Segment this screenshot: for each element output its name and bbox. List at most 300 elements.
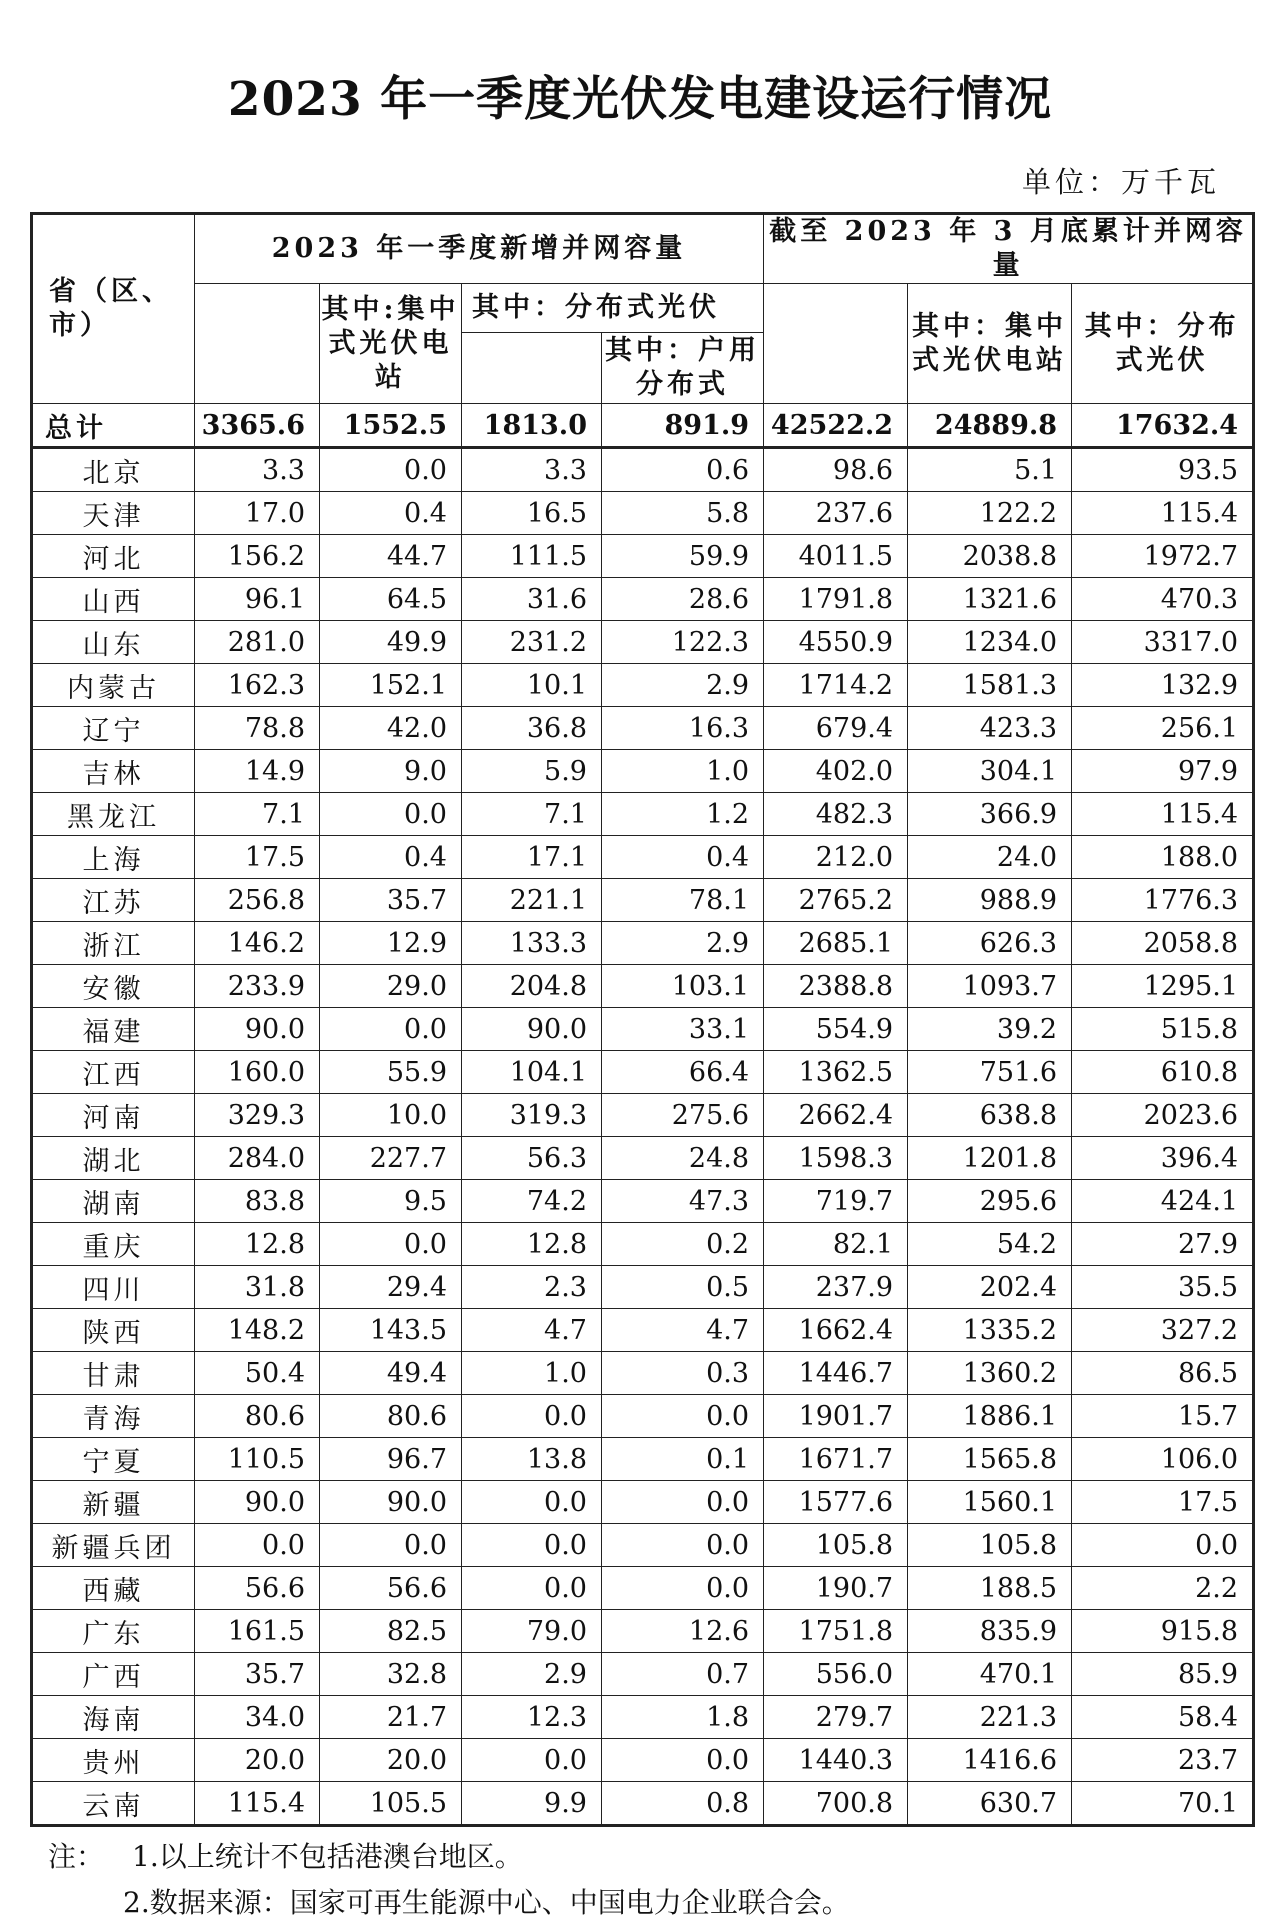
table-cell: 5.1 — [908, 448, 1072, 492]
table-cell: 0.0 — [195, 1524, 320, 1567]
region-name: 上海 — [32, 836, 195, 879]
table-cell: 212.0 — [764, 836, 908, 879]
table-cell: 31.8 — [195, 1266, 320, 1309]
header-new-total — [195, 284, 320, 404]
table-cell: 204.8 — [462, 965, 602, 1008]
table-cell: 105.8 — [908, 1524, 1072, 1567]
table-cell: 79.0 — [462, 1610, 602, 1653]
table-row — [32, 535, 1254, 578]
table-cell: 59.9 — [602, 535, 764, 578]
table-cell: 3.3 — [195, 448, 320, 492]
notes-label: 注： — [48, 1840, 105, 1873]
table-cell: 2038.8 — [908, 535, 1072, 578]
region-name: 云南 — [32, 1782, 195, 1826]
table-cell: 0.0 — [320, 1008, 462, 1051]
table-row — [32, 922, 1254, 965]
region-name: 山西 — [32, 578, 195, 621]
table-cell: 319.3 — [462, 1094, 602, 1137]
table-cell: 82.5 — [320, 1610, 462, 1653]
table-cell: 2662.4 — [764, 1094, 908, 1137]
table-cell: 256.8 — [195, 879, 320, 922]
table-cell: 49.4 — [320, 1352, 462, 1395]
table-row — [32, 1137, 1254, 1180]
note-1: 1.以上统计不包括港澳台地区。 — [132, 1840, 523, 1873]
total-cell: 1552.5 — [320, 404, 462, 448]
region-name: 江西 — [32, 1051, 195, 1094]
table-cell: 2.9 — [602, 922, 764, 965]
table-cell: 24.8 — [602, 1137, 764, 1180]
table-cell: 1565.8 — [908, 1438, 1072, 1481]
table-cell: 279.7 — [764, 1696, 908, 1739]
table-cell: 0.8 — [602, 1782, 764, 1826]
table-cell: 233.9 — [195, 965, 320, 1008]
table-cell: 27.9 — [1072, 1223, 1254, 1266]
table-cell: 1.0 — [462, 1352, 602, 1395]
table-row — [32, 1008, 1254, 1051]
table-cell: 132.9 — [1072, 664, 1254, 707]
table-cell: 133.3 — [462, 922, 602, 965]
table-cell: 751.6 — [908, 1051, 1072, 1094]
table-cell: 17.5 — [1072, 1481, 1254, 1524]
region-name: 广东 — [32, 1610, 195, 1653]
table-cell: 835.9 — [908, 1610, 1072, 1653]
table-cell: 24.0 — [908, 836, 1072, 879]
table-row — [32, 1352, 1254, 1395]
table-cell: 0.0 — [462, 1481, 602, 1524]
table-cell: 29.0 — [320, 965, 462, 1008]
table-cell: 0.0 — [320, 793, 462, 836]
table-cell: 9.9 — [462, 1782, 602, 1826]
table-cell: 396.4 — [1072, 1137, 1254, 1180]
region-name: 四川 — [32, 1266, 195, 1309]
table-row — [32, 1223, 1254, 1266]
table-row — [32, 448, 1254, 492]
table-cell: 2.9 — [462, 1653, 602, 1696]
table-cell: 0.0 — [320, 1524, 462, 1567]
page-title: 2023 年一季度光伏发电建设运行情况 — [227, 72, 1053, 127]
total-cell: 24889.8 — [908, 404, 1072, 448]
table-cell: 10.0 — [320, 1094, 462, 1137]
region-name: 河南 — [32, 1094, 195, 1137]
table-cell: 39.2 — [908, 1008, 1072, 1051]
table-cell: 638.8 — [908, 1094, 1072, 1137]
table-cell: 284.0 — [195, 1137, 320, 1180]
table-cell: 719.7 — [764, 1180, 908, 1223]
region-name: 湖南 — [32, 1180, 195, 1223]
table-cell: 188.5 — [908, 1567, 1072, 1610]
table-cell: 1093.7 — [908, 965, 1072, 1008]
table-row — [32, 1094, 1254, 1137]
region-name: 福建 — [32, 1008, 195, 1051]
table-cell: 2765.2 — [764, 879, 908, 922]
table-cell: 1440.3 — [764, 1739, 908, 1782]
header-region: 省（区、市） — [32, 214, 195, 404]
table-cell: 1791.8 — [764, 578, 908, 621]
table-cell: 111.5 — [462, 535, 602, 578]
table-cell: 2388.8 — [764, 965, 908, 1008]
table-cell: 281.0 — [195, 621, 320, 664]
table-cell: 1776.3 — [1072, 879, 1254, 922]
table-cell: 0.0 — [602, 1739, 764, 1782]
table-cell: 23.7 — [1072, 1739, 1254, 1782]
table-cell: 56.6 — [195, 1567, 320, 1610]
table-row — [32, 578, 1254, 621]
header-cum-total — [764, 284, 908, 404]
table-cell: 0.0 — [602, 1395, 764, 1438]
table-row — [32, 1180, 1254, 1223]
table-cell: 17.1 — [462, 836, 602, 879]
table-cell: 1972.7 — [1072, 535, 1254, 578]
table-cell: 679.4 — [764, 707, 908, 750]
table-cell: 1671.7 — [764, 1438, 908, 1481]
table-cell: 13.8 — [462, 1438, 602, 1481]
table-cell: 188.0 — [1072, 836, 1254, 879]
region-name: 重庆 — [32, 1223, 195, 1266]
table-cell: 0.2 — [602, 1223, 764, 1266]
table-cell: 5.9 — [462, 750, 602, 793]
table-cell: 122.3 — [602, 621, 764, 664]
table-cell: 237.6 — [764, 492, 908, 535]
table-cell: 190.7 — [764, 1567, 908, 1610]
header-new-centralized: 其中:集中式光伏电站 — [320, 284, 462, 404]
table-cell: 2.3 — [462, 1266, 602, 1309]
table-cell: 915.8 — [1072, 1610, 1254, 1653]
region-name: 辽宁 — [32, 707, 195, 750]
table-cell: 482.3 — [764, 793, 908, 836]
region-name: 甘肃 — [32, 1352, 195, 1395]
table-cell: 0.6 — [602, 448, 764, 492]
table-cell: 366.9 — [908, 793, 1072, 836]
table-cell: 0.0 — [462, 1567, 602, 1610]
table-cell: 1.2 — [602, 793, 764, 836]
table-cell: 1446.7 — [764, 1352, 908, 1395]
table-cell: 1360.2 — [908, 1352, 1072, 1395]
unit-label: 单位：万千瓦 — [1021, 165, 1220, 199]
table-cell: 7.1 — [462, 793, 602, 836]
region-name: 新疆 — [32, 1481, 195, 1524]
table-cell: 55.9 — [320, 1051, 462, 1094]
table-cell: 80.6 — [320, 1395, 462, 1438]
table-cell: 143.5 — [320, 1309, 462, 1352]
table-cell: 0.4 — [320, 836, 462, 879]
region-name: 海南 — [32, 1696, 195, 1739]
table-cell: 83.8 — [195, 1180, 320, 1223]
table-row — [32, 707, 1254, 750]
table-cell: 160.0 — [195, 1051, 320, 1094]
table-cell: 9.5 — [320, 1180, 462, 1223]
region-name: 青海 — [32, 1395, 195, 1438]
table-cell: 0.4 — [320, 492, 462, 535]
table-cell: 54.2 — [908, 1223, 1072, 1266]
table-cell: 33.1 — [602, 1008, 764, 1051]
total-cell: 3365.6 — [195, 404, 320, 448]
table-row — [32, 1266, 1254, 1309]
table-cell: 3.3 — [462, 448, 602, 492]
table-cell: 50.4 — [195, 1352, 320, 1395]
table-row — [32, 1051, 1254, 1094]
table-cell: 402.0 — [764, 750, 908, 793]
table-cell: 1751.8 — [764, 1610, 908, 1653]
table-cell: 0.0 — [1072, 1524, 1254, 1567]
table-cell: 156.2 — [195, 535, 320, 578]
table-cell: 64.5 — [320, 578, 462, 621]
table-cell: 256.1 — [1072, 707, 1254, 750]
region-name: 广西 — [32, 1653, 195, 1696]
table-cell: 56.6 — [320, 1567, 462, 1610]
table-cell: 329.3 — [195, 1094, 320, 1137]
table-cell: 0.4 — [602, 836, 764, 879]
table-cell: 115.4 — [1072, 793, 1254, 836]
table-cell: 35.7 — [195, 1653, 320, 1696]
table-cell: 4.7 — [462, 1309, 602, 1352]
table-cell: 85.9 — [1072, 1653, 1254, 1696]
table-cell: 97.9 — [1072, 750, 1254, 793]
table-cell: 1560.1 — [908, 1481, 1072, 1524]
table-row — [32, 793, 1254, 836]
table-cell: 66.4 — [602, 1051, 764, 1094]
table-cell: 556.0 — [764, 1653, 908, 1696]
table-cell: 96.1 — [195, 578, 320, 621]
table-cell: 0.0 — [462, 1395, 602, 1438]
table-cell: 146.2 — [195, 922, 320, 965]
table-cell: 4550.9 — [764, 621, 908, 664]
notes — [48, 1834, 850, 1926]
header-cum-distributed: 其中：分布式光伏 — [1072, 284, 1254, 404]
table-cell: 2685.1 — [764, 922, 908, 965]
table-cell: 0.0 — [320, 448, 462, 492]
table-cell: 70.1 — [1072, 1782, 1254, 1826]
table-cell: 96.7 — [320, 1438, 462, 1481]
table-cell: 2023.6 — [1072, 1094, 1254, 1137]
table-cell: 104.1 — [462, 1051, 602, 1094]
table-cell: 28.6 — [602, 578, 764, 621]
region-name: 北京 — [32, 448, 195, 492]
table-row — [32, 1782, 1254, 1826]
total-cell: 42522.2 — [764, 404, 908, 448]
table-cell: 86.5 — [1072, 1352, 1254, 1395]
table-cell: 1335.2 — [908, 1309, 1072, 1352]
note-2: 2.数据来源：国家可再生能源中心、中国电力企业联合会。 — [123, 1886, 850, 1919]
table-cell: 90.0 — [462, 1008, 602, 1051]
table-cell: 74.2 — [462, 1180, 602, 1223]
table-cell: 36.8 — [462, 707, 602, 750]
region-name: 内蒙古 — [32, 664, 195, 707]
table-cell: 103.1 — [602, 965, 764, 1008]
table-cell: 4.7 — [602, 1309, 764, 1352]
table-row — [32, 1567, 1254, 1610]
table-cell: 32.8 — [320, 1653, 462, 1696]
table-cell: 1886.1 — [908, 1395, 1072, 1438]
table-cell: 610.8 — [1072, 1051, 1254, 1094]
table-cell: 10.1 — [462, 664, 602, 707]
table-cell: 0.0 — [320, 1223, 462, 1266]
table-cell: 14.9 — [195, 750, 320, 793]
table-cell: 1.0 — [602, 750, 764, 793]
table-cell: 1598.3 — [764, 1137, 908, 1180]
table-cell: 105.8 — [764, 1524, 908, 1567]
region-name: 吉林 — [32, 750, 195, 793]
table-cell: 237.9 — [764, 1266, 908, 1309]
table-cell: 47.3 — [602, 1180, 764, 1223]
header-cum-centralized: 其中：集中式光伏电站 — [908, 284, 1072, 404]
table-cell: 202.4 — [908, 1266, 1072, 1309]
table-cell: 161.5 — [195, 1610, 320, 1653]
table-row — [32, 1610, 1254, 1653]
table-cell: 424.1 — [1072, 1180, 1254, 1223]
table-cell: 34.0 — [195, 1696, 320, 1739]
table-cell: 4011.5 — [764, 535, 908, 578]
table-cell: 295.6 — [908, 1180, 1072, 1223]
table-cell: 16.5 — [462, 492, 602, 535]
table-cell: 2058.8 — [1072, 922, 1254, 965]
table-cell: 90.0 — [195, 1008, 320, 1051]
table-cell: 90.0 — [195, 1481, 320, 1524]
table-cell: 80.6 — [195, 1395, 320, 1438]
table-row — [32, 750, 1254, 793]
total-row — [32, 404, 1254, 448]
table-cell: 78.1 — [602, 879, 764, 922]
header-group-new: 2023 年一季度新增并网容量 — [195, 214, 764, 284]
table-cell: 231.2 — [462, 621, 602, 664]
table-cell: 227.7 — [320, 1137, 462, 1180]
table-cell: 630.7 — [908, 1782, 1072, 1826]
table-cell: 12.8 — [462, 1223, 602, 1266]
table-cell: 515.8 — [1072, 1008, 1254, 1051]
table-cell: 9.0 — [320, 750, 462, 793]
table-cell: 1201.8 — [908, 1137, 1072, 1180]
table-cell: 148.2 — [195, 1309, 320, 1352]
table-cell: 0.1 — [602, 1438, 764, 1481]
table-cell: 1577.6 — [764, 1481, 908, 1524]
region-name: 新疆兵团 — [32, 1524, 195, 1567]
table-row — [32, 879, 1254, 922]
region-name: 浙江 — [32, 922, 195, 965]
total-cell: 1813.0 — [462, 404, 602, 448]
table-row — [32, 1481, 1254, 1524]
table-cell: 304.1 — [908, 750, 1072, 793]
table-cell: 3317.0 — [1072, 621, 1254, 664]
table-cell: 0.0 — [602, 1524, 764, 1567]
table-cell: 0.0 — [462, 1524, 602, 1567]
table-cell: 31.6 — [462, 578, 602, 621]
table-cell: 1295.1 — [1072, 965, 1254, 1008]
table-cell: 21.7 — [320, 1696, 462, 1739]
header-new-distributed-total — [462, 333, 602, 404]
table-cell: 7.1 — [195, 793, 320, 836]
table-cell: 12.8 — [195, 1223, 320, 1266]
table-cell: 56.3 — [462, 1137, 602, 1180]
total-label: 总计 — [32, 404, 195, 448]
region-name: 宁夏 — [32, 1438, 195, 1481]
table-cell: 44.7 — [320, 535, 462, 578]
region-name: 山东 — [32, 621, 195, 664]
table-row — [32, 492, 1254, 535]
table-row — [32, 1395, 1254, 1438]
table-cell: 110.5 — [195, 1438, 320, 1481]
table-cell: 1321.6 — [908, 578, 1072, 621]
table-cell: 221.1 — [462, 879, 602, 922]
total-cell: 891.9 — [602, 404, 764, 448]
region-name: 贵州 — [32, 1739, 195, 1782]
table-body — [32, 404, 1254, 1826]
table-row — [32, 1309, 1254, 1352]
region-name: 江苏 — [32, 879, 195, 922]
table-row — [32, 1739, 1254, 1782]
table-cell: 162.3 — [195, 664, 320, 707]
region-name: 天津 — [32, 492, 195, 535]
table-cell: 700.8 — [764, 1782, 908, 1826]
table-cell: 1714.2 — [764, 664, 908, 707]
table-cell: 49.9 — [320, 621, 462, 664]
table-cell: 2.2 — [1072, 1567, 1254, 1610]
region-name: 河北 — [32, 535, 195, 578]
header-group-cumulative: 截至 2023 年 3 月底累计并网容量 — [764, 214, 1254, 284]
header-new-household: 其中：户用分布式 — [602, 333, 764, 404]
region-name: 安徽 — [32, 965, 195, 1008]
table-cell: 470.1 — [908, 1653, 1072, 1696]
table-cell: 554.9 — [764, 1008, 908, 1051]
region-name: 陕西 — [32, 1309, 195, 1352]
capacity-table — [30, 212, 1255, 1827]
table-cell: 115.4 — [1072, 492, 1254, 535]
table-cell: 626.3 — [908, 922, 1072, 965]
table-cell: 12.6 — [602, 1610, 764, 1653]
table-cell: 0.3 — [602, 1352, 764, 1395]
table-cell: 0.0 — [602, 1481, 764, 1524]
table-cell: 105.5 — [320, 1782, 462, 1826]
table-cell: 90.0 — [320, 1481, 462, 1524]
table-cell: 1362.5 — [764, 1051, 908, 1094]
table-cell: 122.2 — [908, 492, 1072, 535]
table-cell: 1416.6 — [908, 1739, 1072, 1782]
table-cell: 1581.3 — [908, 664, 1072, 707]
table-cell: 12.9 — [320, 922, 462, 965]
table-cell: 1234.0 — [908, 621, 1072, 664]
table-cell: 35.7 — [320, 879, 462, 922]
table-row — [32, 836, 1254, 879]
table-cell: 29.4 — [320, 1266, 462, 1309]
table-cell: 0.5 — [602, 1266, 764, 1309]
table-cell: 12.3 — [462, 1696, 602, 1739]
table-cell: 42.0 — [320, 707, 462, 750]
table-row — [32, 1653, 1254, 1696]
table-cell: 16.3 — [602, 707, 764, 750]
table-cell: 98.6 — [764, 448, 908, 492]
table-cell: 106.0 — [1072, 1438, 1254, 1481]
table-cell: 152.1 — [320, 664, 462, 707]
table-cell: 1901.7 — [764, 1395, 908, 1438]
table-cell: 5.8 — [602, 492, 764, 535]
table-cell: 1662.4 — [764, 1309, 908, 1352]
table-cell: 221.3 — [908, 1696, 1072, 1739]
table-cell: 275.6 — [602, 1094, 764, 1137]
table-cell: 2.9 — [602, 664, 764, 707]
table-row — [32, 965, 1254, 1008]
table-cell: 82.1 — [764, 1223, 908, 1266]
table-row — [32, 1438, 1254, 1481]
total-cell: 17632.4 — [1072, 404, 1254, 448]
table-cell: 78.8 — [195, 707, 320, 750]
table-cell: 17.0 — [195, 492, 320, 535]
table-cell: 0.7 — [602, 1653, 764, 1696]
header-new-distributed: 其中：分布式光伏 — [462, 284, 764, 333]
table-cell: 423.3 — [908, 707, 1072, 750]
table-row — [32, 1696, 1254, 1739]
table-cell: 0.0 — [602, 1567, 764, 1610]
table-row — [32, 1524, 1254, 1567]
table-cell: 58.4 — [1072, 1696, 1254, 1739]
table-cell: 988.9 — [908, 879, 1072, 922]
